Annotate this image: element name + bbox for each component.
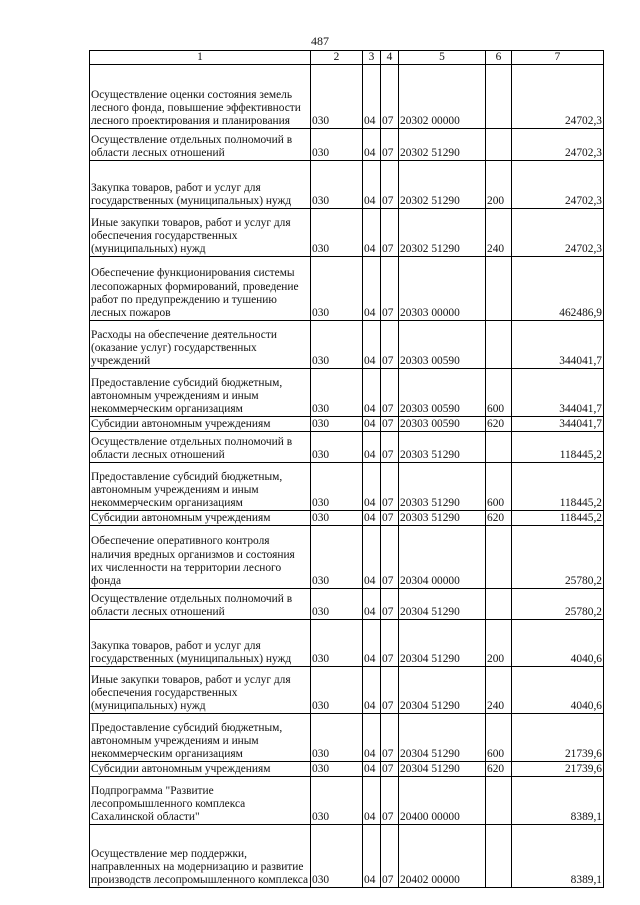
cell-target-article: 20400 00000 xyxy=(399,777,486,825)
header-cell-4: 4 xyxy=(381,51,399,65)
cell-amount: 118445,2 xyxy=(512,432,604,463)
cell-target-article: 20303 00590 xyxy=(399,417,486,432)
cell-expense-type: 620 xyxy=(486,417,512,432)
cell-expense-type xyxy=(486,777,512,825)
cell-subsection: 07 xyxy=(381,620,399,667)
cell-description: Предоставление субсидий бюджетным, автономным учреждениям и иным некоммерческим организациям xyxy=(90,714,311,762)
cell-admin-code: 030 xyxy=(311,321,363,369)
page-number: 487 xyxy=(311,34,329,48)
cell-target-article: 20302 00000 xyxy=(399,65,486,129)
table-row xyxy=(90,762,604,777)
cell-amount: 25780,2 xyxy=(512,589,604,620)
cell-subsection: 07 xyxy=(381,589,399,620)
cell-admin-code: 030 xyxy=(311,714,363,762)
cell-section: 04 xyxy=(363,589,381,620)
cell-target-article: 20304 51290 xyxy=(399,667,486,714)
cell-target-article: 20304 51290 xyxy=(399,620,486,667)
cell-description: Закупка товаров, работ и услуг для государственных (муниципальных) нужд xyxy=(90,620,311,667)
table-row xyxy=(90,526,604,589)
cell-expense-type: 620 xyxy=(486,511,512,526)
cell-amount: 462486,9 xyxy=(512,257,604,321)
cell-subsection: 07 xyxy=(381,762,399,777)
cell-section: 04 xyxy=(363,526,381,589)
cell-section: 04 xyxy=(363,129,381,161)
cell-admin-code: 030 xyxy=(311,825,363,888)
cell-amount: 344041,7 xyxy=(512,417,604,432)
table-row xyxy=(90,589,604,620)
cell-section: 04 xyxy=(363,65,381,129)
cell-admin-code: 030 xyxy=(311,762,363,777)
cell-subsection: 07 xyxy=(381,432,399,463)
cell-target-article: 20303 00590 xyxy=(399,369,486,417)
cell-amount: 4040,6 xyxy=(512,620,604,667)
cell-subsection: 07 xyxy=(381,714,399,762)
cell-expense-type xyxy=(486,825,512,888)
cell-section: 04 xyxy=(363,620,381,667)
cell-section: 04 xyxy=(363,161,381,209)
cell-expense-type xyxy=(486,65,512,129)
cell-amount: 4040,6 xyxy=(512,667,604,714)
cell-target-article: 20304 51290 xyxy=(399,589,486,620)
cell-description: Предоставление субсидий бюджетным, автономным учреждениям и иным некоммерческим организациям xyxy=(90,463,311,511)
budget-table xyxy=(89,50,604,888)
cell-amount: 24702,3 xyxy=(512,209,604,257)
cell-section: 04 xyxy=(363,257,381,321)
cell-expense-type: 240 xyxy=(486,209,512,257)
cell-target-article: 20303 51290 xyxy=(399,463,486,511)
cell-expense-type xyxy=(486,432,512,463)
cell-description: Осуществление отдельных полномочий в области лесных отношений xyxy=(90,432,311,463)
cell-subsection: 07 xyxy=(381,209,399,257)
cell-description: Осуществление отдельных полномочий в области лесных отношений xyxy=(90,589,311,620)
cell-description: Расходы на обеспечение деятельности (оказание услуг) государственных учреждений xyxy=(90,321,311,369)
cell-target-article: 20304 51290 xyxy=(399,762,486,777)
cell-expense-type xyxy=(486,526,512,589)
cell-description: Осуществление отдельных полномочий в области лесных отношений xyxy=(90,129,311,161)
cell-amount: 344041,7 xyxy=(512,321,604,369)
cell-admin-code: 030 xyxy=(311,667,363,714)
cell-expense-type: 240 xyxy=(486,667,512,714)
cell-admin-code: 030 xyxy=(311,209,363,257)
table-row xyxy=(90,463,604,511)
cell-description: Иные закупки товаров, работ и услуг для обеспечения государственных (муниципальных) нужд xyxy=(90,667,311,714)
cell-target-article: 20304 51290 xyxy=(399,714,486,762)
table-row xyxy=(90,777,604,825)
cell-target-article: 20402 00000 xyxy=(399,825,486,888)
cell-target-article: 20303 51290 xyxy=(399,511,486,526)
cell-description: Субсидии автономным учреждениям xyxy=(90,511,311,526)
cell-description: Предоставление субсидий бюджетным, автономным учреждениям и иным некоммерческим организациям xyxy=(90,369,311,417)
table-body xyxy=(90,65,604,888)
table-row xyxy=(90,825,604,888)
cell-amount: 21739,6 xyxy=(512,714,604,762)
cell-description: Осуществление мер поддержки, направленных на модернизацию и развитие производств лесопромышленного комплекса xyxy=(90,825,311,888)
cell-admin-code: 030 xyxy=(311,257,363,321)
table-row xyxy=(90,65,604,129)
cell-admin-code: 030 xyxy=(311,65,363,129)
cell-description: Обеспечение оперативного контроля наличия вредных организмов и состояния их численности на территории лесного фонда xyxy=(90,526,311,589)
cell-subsection: 07 xyxy=(381,825,399,888)
table-row xyxy=(90,129,604,161)
cell-subsection: 07 xyxy=(381,777,399,825)
cell-description: Закупка товаров, работ и услуг для государственных (муниципальных) нужд xyxy=(90,161,311,209)
cell-expense-type xyxy=(486,589,512,620)
cell-expense-type xyxy=(486,321,512,369)
cell-description: Субсидии автономным учреждениям xyxy=(90,417,311,432)
cell-amount: 344041,7 xyxy=(512,369,604,417)
cell-target-article: 20304 00000 xyxy=(399,526,486,589)
cell-section: 04 xyxy=(363,667,381,714)
cell-section: 04 xyxy=(363,714,381,762)
cell-subsection: 07 xyxy=(381,129,399,161)
cell-section: 04 xyxy=(363,762,381,777)
header-cell-6: 6 xyxy=(486,51,512,65)
cell-expense-type: 200 xyxy=(486,161,512,209)
cell-subsection: 07 xyxy=(381,257,399,321)
cell-amount: 24702,3 xyxy=(512,129,604,161)
table-row xyxy=(90,321,604,369)
cell-admin-code: 030 xyxy=(311,589,363,620)
cell-admin-code: 030 xyxy=(311,432,363,463)
cell-expense-type: 600 xyxy=(486,463,512,511)
table-row xyxy=(90,667,604,714)
cell-amount: 118445,2 xyxy=(512,511,604,526)
cell-description: Субсидии автономным учреждениям xyxy=(90,762,311,777)
cell-admin-code: 030 xyxy=(311,511,363,526)
cell-expense-type: 600 xyxy=(486,369,512,417)
cell-target-article: 20302 51290 xyxy=(399,129,486,161)
table-row xyxy=(90,620,604,667)
cell-admin-code: 030 xyxy=(311,777,363,825)
header-cell-3: 3 xyxy=(363,51,381,65)
cell-admin-code: 030 xyxy=(311,526,363,589)
cell-amount: 8389,1 xyxy=(512,777,604,825)
cell-expense-type xyxy=(486,129,512,161)
header-cell-5: 5 xyxy=(399,51,486,65)
cell-admin-code: 030 xyxy=(311,620,363,667)
cell-subsection: 07 xyxy=(381,667,399,714)
cell-description: Обеспечение функционирования системы лесопожарных формирований, проведение работ по предупреждению и тушению лесных пожаров xyxy=(90,257,311,321)
cell-admin-code: 030 xyxy=(311,161,363,209)
cell-subsection: 07 xyxy=(381,417,399,432)
cell-section: 04 xyxy=(363,825,381,888)
cell-section: 04 xyxy=(363,369,381,417)
table-row xyxy=(90,432,604,463)
header-cell-7: 7 xyxy=(512,51,604,65)
table-row xyxy=(90,417,604,432)
cell-subsection: 07 xyxy=(381,321,399,369)
cell-expense-type: 600 xyxy=(486,714,512,762)
cell-description: Осуществление оценки состояния земель лесного фонда, повышение эффективности лесного проектирования и планирования xyxy=(90,65,311,129)
cell-amount: 25780,2 xyxy=(512,526,604,589)
cell-target-article: 20302 51290 xyxy=(399,209,486,257)
cell-amount: 8389,1 xyxy=(512,825,604,888)
header-cell-1: 1 xyxy=(90,51,311,65)
table-row xyxy=(90,369,604,417)
table-row xyxy=(90,257,604,321)
cell-subsection: 07 xyxy=(381,526,399,589)
table-row xyxy=(90,511,604,526)
cell-admin-code: 030 xyxy=(311,417,363,432)
cell-section: 04 xyxy=(363,417,381,432)
cell-amount: 21739,6 xyxy=(512,762,604,777)
cell-section: 04 xyxy=(363,432,381,463)
cell-target-article: 20303 00590 xyxy=(399,321,486,369)
cell-admin-code: 030 xyxy=(311,463,363,511)
cell-expense-type: 200 xyxy=(486,620,512,667)
table-row xyxy=(90,714,604,762)
cell-admin-code: 030 xyxy=(311,129,363,161)
cell-subsection: 07 xyxy=(381,463,399,511)
cell-amount: 24702,3 xyxy=(512,65,604,129)
cell-target-article: 20303 00000 xyxy=(399,257,486,321)
cell-section: 04 xyxy=(363,463,381,511)
cell-description: Подпрограмма "Развитие лесопромышленного комплекса Сахалинской области" xyxy=(90,777,311,825)
cell-amount: 118445,2 xyxy=(512,463,604,511)
cell-subsection: 07 xyxy=(381,65,399,129)
cell-expense-type xyxy=(486,257,512,321)
cell-target-article: 20303 51290 xyxy=(399,432,486,463)
cell-expense-type: 620 xyxy=(486,762,512,777)
cell-section: 04 xyxy=(363,511,381,526)
cell-admin-code: 030 xyxy=(311,369,363,417)
cell-amount: 24702,3 xyxy=(512,161,604,209)
cell-section: 04 xyxy=(363,209,381,257)
table-row xyxy=(90,161,604,209)
cell-target-article: 20302 51290 xyxy=(399,161,486,209)
cell-section: 04 xyxy=(363,777,381,825)
table-row xyxy=(90,209,604,257)
cell-subsection: 07 xyxy=(381,511,399,526)
cell-subsection: 07 xyxy=(381,161,399,209)
header-cell-2: 2 xyxy=(311,51,363,65)
cell-section: 04 xyxy=(363,321,381,369)
cell-description: Иные закупки товаров, работ и услуг для обеспечения государственных (муниципальных) нужд xyxy=(90,209,311,257)
header-row xyxy=(90,51,604,65)
cell-subsection: 07 xyxy=(381,369,399,417)
